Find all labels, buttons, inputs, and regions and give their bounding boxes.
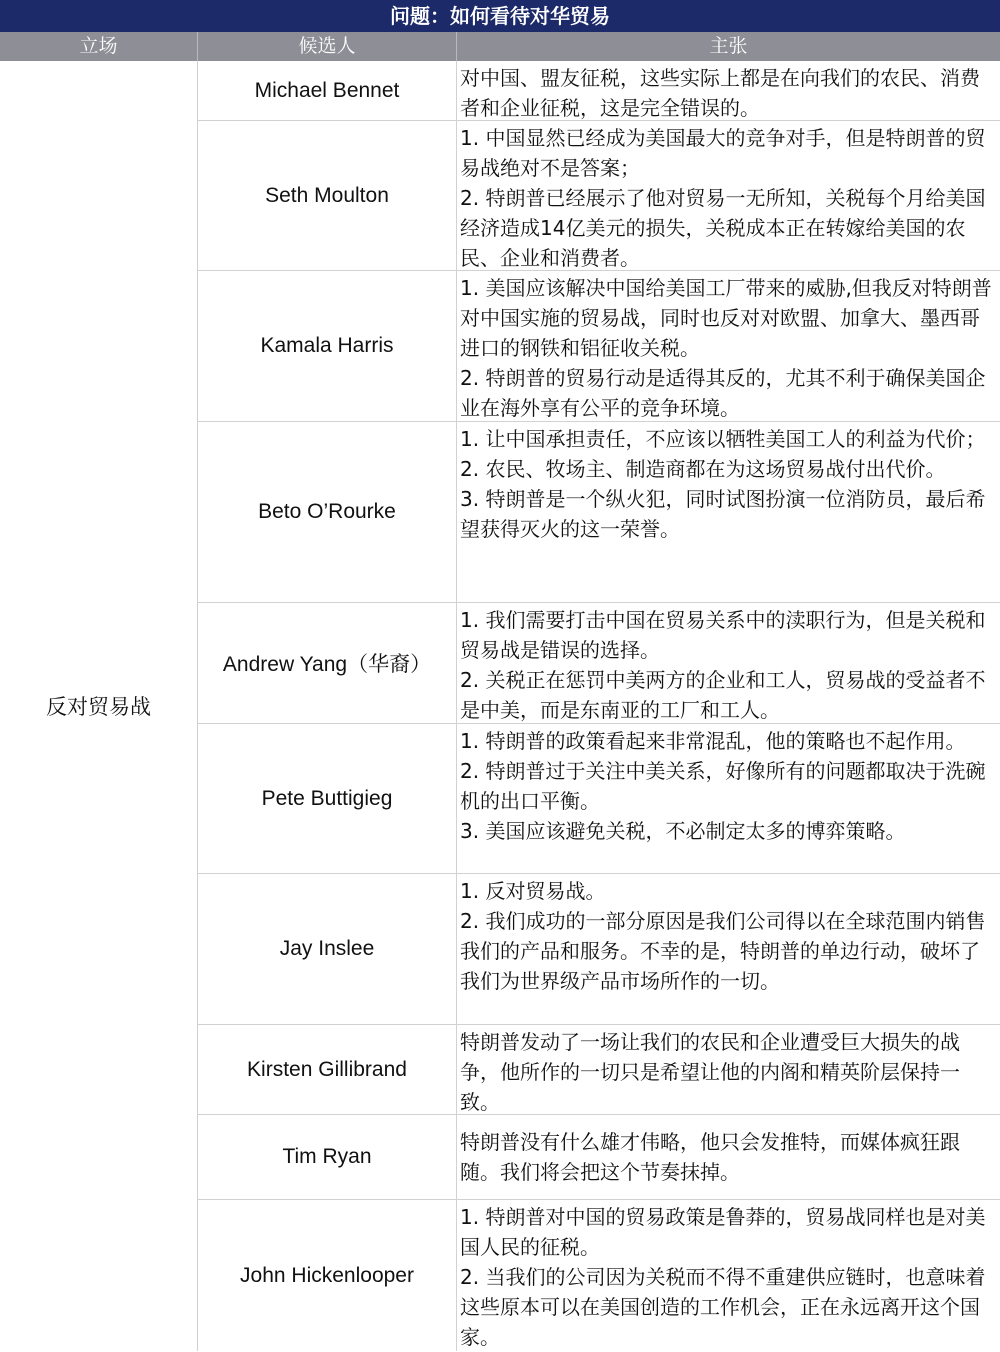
position-line: 3. 特朗普是一个纵火犯，同时试图扮演一位消防员，最后希望获得灭火的这一荣誉。	[460, 487, 986, 541]
table-row	[198, 121, 1000, 271]
stance-cell	[0, 61, 198, 1351]
position-line: 3. 美国应该避免关税，不必制定太多的博弈策略。	[460, 819, 906, 843]
table-row	[198, 874, 1000, 1025]
header-stance: 立场	[0, 32, 198, 61]
header-candidate: 候选人	[198, 32, 457, 61]
position-line: 2. 特朗普的贸易行动是适得其反的，尤其不利于确保美国企业在海外享有公平的竞争环境。	[460, 366, 986, 420]
position-line: 特朗普没有什么雄才伟略，他只会发推特，而媒体疯狂跟随。我们将会把这个节奏抹掉。	[460, 1130, 960, 1184]
position-line: 1. 我们需要打击中国在贸易关系中的渎职行为，但是关税和贸易战是错误的选择。	[460, 608, 986, 662]
candidate-name: Beto O’Rourke	[198, 422, 457, 602]
position-text	[460, 876, 992, 996]
position-line: 1. 中国显然已经成为美国最大的竞争对手，但是特朗普的贸易战绝对不是答案；	[460, 126, 986, 180]
table-row	[198, 271, 1000, 422]
position-text	[460, 1202, 992, 1352]
position-text	[460, 424, 992, 544]
position-line: 1. 特朗普的政策看起来非常混乱，他的策略也不起作用。	[460, 729, 966, 753]
table-row	[198, 61, 1000, 121]
position-text	[460, 1127, 992, 1187]
header-position: 主张	[709, 35, 748, 57]
table-title: 问题：如何看待对华贸易	[0, 0, 1000, 32]
candidate-name: Jay Inslee	[198, 874, 457, 1024]
table-row	[198, 1115, 1000, 1200]
position-line: 2. 特朗普已经展示了他对贸易一无所知，关税每个月给美国经济造成14亿美元的损失，关税成本正在转嫁给美国的农民、企业和消费者。	[460, 186, 986, 270]
table-row	[198, 422, 1000, 603]
candidate-name: Kamala Harris	[198, 271, 457, 421]
position-text	[460, 273, 992, 423]
position-line: 2. 农民、牧场主、制造商都在为这场贸易战付出代价。	[460, 457, 946, 481]
position-line: 1. 特朗普对中国的贸易政策是鲁莽的，贸易战同样也是对美国人民的征税。	[460, 1205, 986, 1259]
table-row	[198, 724, 1000, 874]
position-text	[460, 1027, 992, 1117]
position-text	[460, 63, 992, 123]
table-row	[198, 1025, 1000, 1115]
position-line: 2. 我们成功的一部分原因是我们公司得以在全球范围内销售我们的产品和服务。不幸的是，特朗普的单边行动，破坏了我们为世界级产品市场所作的一切。	[460, 909, 986, 993]
position-line: 2. 当我们的公司因为关税而不得不重建供应链时，也意味着这些原本可以在美国创造的工作机会，正在永远离开这个国家。	[460, 1265, 986, 1349]
candidate-name: Pete Buttigieg	[198, 724, 457, 873]
candidate-name: Kirsten Gillibrand	[198, 1025, 457, 1114]
position-line: 1. 反对贸易战。	[460, 879, 606, 903]
table-row	[198, 603, 1000, 724]
position-line: 2. 特朗普过于关注中美关系，好像所有的问题都取决于洗碗机的出口平衡。	[460, 759, 986, 813]
candidate-name: John Hickenlooper	[198, 1200, 457, 1351]
stance-label: 反对贸易战	[46, 695, 151, 719]
position-line: 1. 美国应该解决中国给美国工厂带来的威胁,但我反对特朗普对中国实施的贸易战，同时也反对对欧盟、加拿大、墨西哥进口的钢铁和铝征收关税。	[460, 276, 992, 360]
position-line: 特朗普发动了一场让我们的农民和企业遭受巨大损失的战争，他所作的一切只是希望让他的内阁和精英阶层保持一致。	[460, 1030, 960, 1114]
candidate-name: Andrew Yang（华裔）	[198, 603, 457, 723]
table-row	[198, 1200, 1000, 1351]
position-text	[460, 726, 992, 846]
position-text	[460, 123, 992, 273]
candidate-table	[198, 61, 1000, 1351]
position-text	[460, 605, 992, 725]
candidate-name: Michael Bennet	[198, 61, 457, 120]
position-line: 对中国、盟友征税，这些实际上都是在向我们的农民、消费者和企业征税，这是完全错误的。	[460, 66, 980, 120]
position-line: 1. 让中国承担责任，不应该以牺牲美国工人的利益为代价；	[460, 427, 986, 451]
position-line: 2. 关税正在惩罚中美两方的企业和工人，贸易战的受益者不是中美，而是东南亚的工厂和工人。	[460, 668, 986, 722]
table-header-row	[0, 32, 1000, 61]
candidate-name: Tim Ryan	[198, 1115, 457, 1199]
candidate-name: Seth Moulton	[198, 121, 457, 270]
